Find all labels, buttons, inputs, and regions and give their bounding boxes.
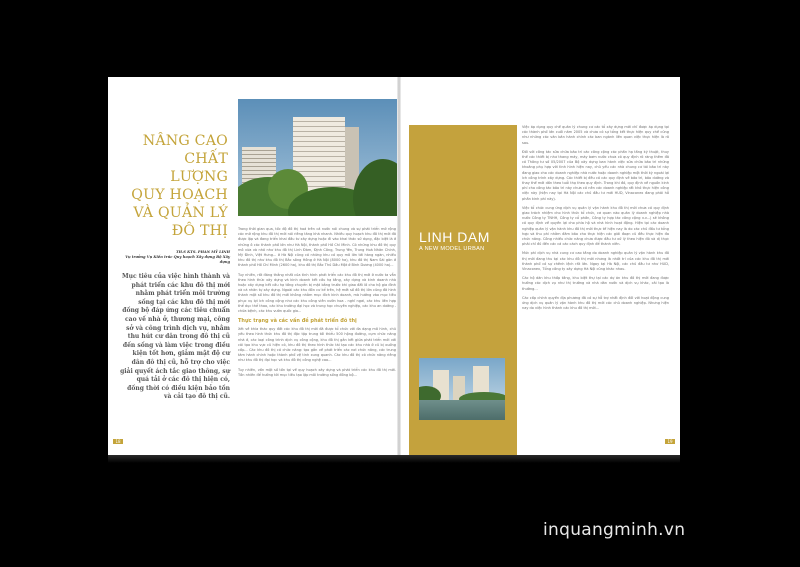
gold-sidebar-panel [409, 125, 517, 455]
right-page-number-text: 19 [667, 439, 673, 444]
apartment-building-photo [238, 99, 397, 216]
panel-title: LINH DAM [419, 229, 490, 245]
body-paragraph: Đối với công tác sửa chữa bảo trì các công cộng các phần hạ tầng kỹ thuật, thuy thế các thiết bị như thang máy, máy bơm nước chưa có quy định rõ ràng thêm đã có Thông tư số 05/2007 của Bộ xây dựng ban hành việc sửa chữa bảo trì những khoảng phụ hợp với tình hình hiện nay, chủ yếu các nhà chung cư tái bảo trì này đang giao cho các doanh nghiệp nhà nước hoặc doanh nghiệp một thời kỳ ngoài lợi ích công trình xây dựng. Các thiết bị đều có các quy định về bảo trì, bảo dưỡng và thay thế mới dần theo tuổi thọ theo quy định. Trong khi đó, quy định về nguồn kinh phí cho công tác bảo trì này chưa có nên các doanh nghiệp rất khó thực hiện công việc này (hiện nay tại Hà Nội các chủ đầu tư mới HUD, Vinaconex đang phải hỗ phần kinh phí này). [522, 149, 669, 201]
left-page-number [113, 439, 123, 444]
body-paragraph: Trong thời gian qua, tốc độ đô thị hoá trên cả nước nói chung và sự phát triển mở rộng các mở rộng khu đô thị mới nói riêng tăng khá nhanh. Nhiều quy hoạch khu đô thị mới đã được lập và đang triển khai đầu tư xây dựng hoặc đi vào khai thác sử dụng, đặc biệt là ở những ô các thành phố lớn như Hà Nội, thành phố Hồ Chí Minh. Có những khu đô thị quy mô vừa và nhỏ như khu đô thị Linh Đàm, Định Công, Trung Yên, Trung Hoà Nhân Chính, Mỹ Đình, Việt Hưng... ở Hà Nội cũng có những khu có quy mô lớn tới hàng ngàn, nhiều khu đô thị như khu đô thị Bắc sông Hồng ở Hà Nội (8000 ha), khu đô thị Nam Sài gòn ở thành phố Hồ Chí Minh (2600 ha), khu đô thị Bắc Thủ Dầu Một ở Bình Dương (4000 ha)... [238, 227, 396, 268]
body-paragraph: Tuy nhiên, rất đáng thắng nhất của tình hình phát triển các khu đô thị mới ở nước ta vẫn theo hình thức xây dựng và kinh doanh kết cấu hạ tầng, xây dựng và kinh doanh nhà hoặc xây dựng kết cấu hạ tầng chuyển bị mặt bằng trước khi giao đất lô cho hộ gia đình và cá nhân tự xây dựng. Ngoài các khu đồn cư kể trên, hệ mớt số đô thị lớn cũng đã hình thành một số khu đô thị mới không nhằm mục đích kinh doanh, mà hướng vào mục tiêu phục vụ lợi ích công cộng như các khu công viên vườn hoa - nghỉ ngơi, các khu liên hợp thể dục thể thao, các khu trường đại học và trung học chuyên nghiệp, các khu an dưỡng - chữa bệnh, các khu vườn quốc gia... [238, 272, 396, 314]
body-paragraph: Các cấp chính quyền địa phương đã có sự hỗ trợ nhất định đối với hoạt động cung ứng dịch vụ quản lý vận hành khu đô thị mới các chủ doanh nghiệp. Nhưng hiện nay do việc hình thành các khu đô thị mới... [522, 295, 669, 311]
body-paragraph: Việc tổ chức cung ứng dịch vụ quản lý vận hành khu đô thị mới chưa có quy định giao trách nhiệm cho hình thức tổ chức, cơ quan nào quản lý doanh nghiệp nhà nước Công ty TNHH, Công ty cổ phần, Công ty hợp tác công cộng v.v...) sẽ không có quy định về quyền lợi cho phía hộ và nhà hình hoạt động. Hiện tại các doanh nghiệp quản lý vận hành khu đô thị mới thực tế hiện nay là do các chủ đầu tư tổng hợp và thu phí nhằm đảm bảo cho thực hiện các giải đoạn cũ đều thực hiện đa chức năng. Công nhiều chức năng chưa được đầu tư xử lý theo hiện đó và dị thực phải chỉ đủ đến các cá các cách quy định để thành viên. [522, 205, 669, 247]
spread-reflection [108, 455, 680, 463]
body-paragraph: Việc áp dụng quy chế quản lý chung cư các tổ xây dựng mới chỉ được áp dụng tại các thành phố lớn cuối năm 2005 và chưa có sự tổng kết thực hiện quy chế cũng như những các văn bản hành chính các ban ngành liên quan việc thực hiện là rõ sau. [522, 125, 669, 145]
body-paragraph: Các hộ dân khu thấp tầng, khu biệt thự tại các dự án khu đô thị mới đang được hưởng các dịch vụ như thị trường và nhà dân nước và dịch vụ khác, cải tạo là thường... [522, 276, 669, 291]
left-page-number-text: 18 [115, 439, 121, 444]
section-heading: Thực trạng và các vấn đề phát triển đô thị [238, 318, 357, 325]
body-paragraph: Mức phí dịch vụ nhà cung cư cao tầng do doanh nghiệp quản lý vận hành khu đô thị mới đang thu tại các khu đô thị mới nhưng là nhất trí của các khu đô thị mới thành phố có sự chênh lệch rất lớn. Ngay tại Hà Nội, các chủ đầu tư như HUD, Vinaconex, Tổng công ty xây dựng Hà Nội cũng khác nhau. [522, 251, 669, 272]
body-paragraph: Tuy nhiên, vấn một số tồn tại về quy hoạch xây dựng và phát triển các khu đô thị mới. Tồn nhiên để hướng tới mục tiêu tạo lập môi trường sống đồng bộ... [238, 367, 396, 377]
article-lede: Mục tiêu của việc hình thành và phát triển các khu đô thị mới nhằm phát triển môi trường sống tại các khu đô thị mới đồng bộ đáp ứng các tiêu chuẩn cao về nhà ở, thương mại, công sở và công trình dịch vụ, nhằm thu hút cư dân trong đô thị cũ đến sống và làm việc trong điều kiện tốt hơn, giảm mật độ cư dân đô thị cũ, hỗ trợ cho việc giải quyết ách tắc giao thông, sự quá tải ở các đô thị hiện có, đồng thời có điều kiện bảo tồn và cải tạo đô thị cũ. [120, 273, 230, 401]
lakeside-buildings-photo [419, 358, 505, 420]
magazine-spread [108, 77, 680, 455]
spread-fold [397, 77, 401, 455]
panel-subtitle: A NEW MODEL URBAN [419, 246, 485, 252]
author-block [118, 250, 230, 265]
right-page-number [665, 439, 675, 444]
site-watermark: inquangminh.vn [543, 520, 686, 540]
left-body-text [238, 227, 396, 382]
article-title: NÂNG CAO CHẤT LƯỢNG QUY HOẠCH VÀ QUẢN LÝ ĐÔ THỊ [131, 133, 228, 239]
body-paragraph: Xét về khía thác quy đất các khu đô thị mới đã được tổ chức với đa dạng mô hình, chủ yếu theo hình thức khu đô thị đặc tập trung tối thiểu 500 hộng đường, cụm chức năng nhà ở, các loại công trình dịch vụ công cộng, khu đô thị gắn kết giữa phát triển mới với cải tạo khu vực cũ hiện có, khu đô thị theo hình thức tái tạo các khu nhà ở cũ bị xuống cấp... Các khu đô thị có chức năng: tạo gắn về phát triển các nơi chức năng, các trung tâm hành chính hoặc thành phố vệ tinh xung quanh. Các khu đô thị có chức năng riêng như khu đô thị đại học và khu đô thị công nghệ cao... [238, 327, 396, 363]
right-body-text [522, 125, 669, 316]
author-role: Vụ trưởng Vụ Kiến trúc Quy hoạch Xây dựng Bộ Xây dựng [125, 255, 230, 264]
author-name: TH.S KTS. PHAN MỸ LINH [175, 250, 230, 254]
